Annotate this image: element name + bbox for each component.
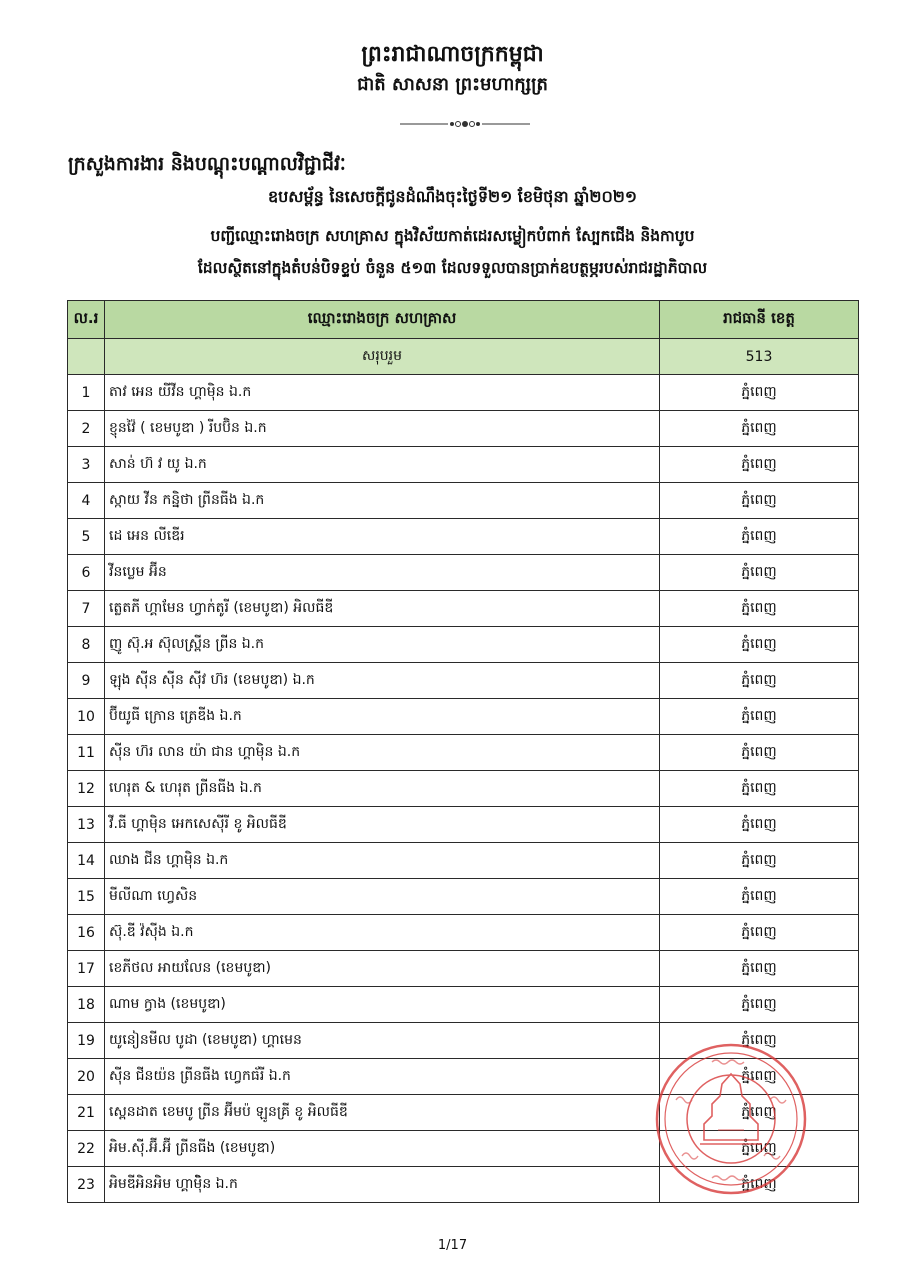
factory-name: តាវ អេន យីវីន ហ្គាម៉ិន ឯ.ក	[105, 375, 660, 411]
factory-name: យូនៀនមីល បូដា (ខេមបូឌា) ហ្គាមេន	[105, 1023, 660, 1059]
table-row	[68, 807, 859, 843]
factory-name: ឈាង ជីន ហ្គាម៉ិន ឯ.ក	[105, 843, 660, 879]
factory-name: សាន់ ហ៊ វ យូ ឯ.ក	[105, 447, 660, 483]
table-row	[68, 879, 859, 915]
row-number: 15	[68, 879, 105, 915]
row-number: 6	[68, 555, 105, 591]
factory-name: អិម.ស៊ី.អ៊ី.អ៊ី ព្រីនធីង (ខេមបូឌា)	[105, 1131, 660, 1167]
city-cell: ភ្នំពេញ	[660, 411, 859, 447]
city-cell: ភ្នំពេញ	[660, 699, 859, 735]
city-cell: ភ្នំពេញ	[660, 519, 859, 555]
city-cell: ភ្នំពេញ	[660, 915, 859, 951]
factory-name: វី.ធី ហ្គាម៉ិន អេកសេស៊ីរី ខូ អិលធីឌី	[105, 807, 660, 843]
row-number: 20	[68, 1059, 105, 1095]
city-cell: ភ្នំពេញ	[660, 843, 859, 879]
factory-name: ខ្ញុនវ៉ៃ ( ខេមបូឌា ) រីបប៊ិន ឯ.ក	[105, 411, 660, 447]
city-cell: ភ្នំពេញ	[660, 807, 859, 843]
row-number: 12	[68, 771, 105, 807]
city-cell: ភ្នំពេញ	[660, 591, 859, 627]
row-number: 14	[68, 843, 105, 879]
row-number: 10	[68, 699, 105, 735]
official-seal-icon	[652, 1040, 810, 1198]
table-header-row	[68, 301, 859, 339]
factory-name: ស្ពេនដាត ខេមបូ ព្រីន អ៊ីមប៉ ឡូនគ្រី ខូ អិលធីឌី	[105, 1095, 660, 1131]
city-cell: ភ្នំពេញ	[660, 555, 859, 591]
row-number: 18	[68, 987, 105, 1023]
city-cell: ភ្នំពេញ	[660, 483, 859, 519]
table-row	[68, 699, 859, 735]
city-cell: ភ្នំពេញ	[660, 447, 859, 483]
row-number: 22	[68, 1131, 105, 1167]
city-cell: ភ្នំពេញ	[660, 627, 859, 663]
description-line-1: បញ្ជីឈ្មោះរោងចក្រ សហគ្រាស ក្នុងវិស័យកាត់ដេរសម្លៀកបំពាក់ ស្បែកជើង និងកាបូប	[210, 227, 695, 245]
city-cell: ភ្នំពេញ	[660, 771, 859, 807]
city-cell: ភ្នំពេញ	[660, 1059, 859, 1095]
table-row	[68, 843, 859, 879]
page-number: 1/17	[437, 1238, 468, 1253]
table-row	[68, 375, 859, 411]
factory-name: ស៊ីន ហ៊រ លាន យ៉ា ជាន ហ្គាម៉ិន ឯ.ក	[105, 735, 660, 771]
factory-name: ឡុង ស៊ីន ស៊ីន ស៊ីវ ហ៊រ (ខេមបូឌា) ឯ.ក	[105, 663, 660, 699]
factory-name: វីនប្លេម អ៊ីន	[105, 555, 660, 591]
column-header-city: រាជធានី ខេត្ត	[660, 301, 859, 339]
factory-name: ស្កាយ វីន កន្និថា ព្រីនធីង ឯ.ក	[105, 483, 660, 519]
table-row	[68, 771, 859, 807]
column-header-name: ឈ្មោះរោងចក្រ សហគ្រាស	[105, 301, 660, 339]
row-number: 21	[68, 1095, 105, 1131]
total-label: សរុបរួម	[105, 339, 660, 375]
factory-name: ហេរុត & ហេរុត ព្រីនធីង ឯ.ក	[105, 771, 660, 807]
city-cell: ភ្នំពេញ	[660, 951, 859, 987]
factory-name: ប៊ីយូធី ក្រោន ត្រេឌីង ឯ.ក	[105, 699, 660, 735]
factory-name: ស៊ុ.ឌី វ៉ស៊ីង ឯ.ក	[105, 915, 660, 951]
table-row	[68, 735, 859, 771]
row-number: 5	[68, 519, 105, 555]
table-row	[68, 411, 859, 447]
table-row	[68, 987, 859, 1023]
table-row	[68, 951, 859, 987]
row-number: 7	[68, 591, 105, 627]
row-number: 11	[68, 735, 105, 771]
row-number: 17	[68, 951, 105, 987]
row-number: 4	[68, 483, 105, 519]
total-row	[68, 339, 859, 375]
city-cell: ភ្នំពេញ	[660, 735, 859, 771]
table-row	[68, 519, 859, 555]
annex-title: ឧបសម្ព័ន្ធ នៃសេចក្តីជូនដំណឹងចុះថ្ងៃទី២១ ខែមិថុនា ឆ្នាំ២០២១	[267, 187, 638, 206]
column-header-no: ល.រ	[68, 301, 105, 339]
table-row	[68, 627, 859, 663]
row-number: 13	[68, 807, 105, 843]
table-row	[68, 663, 859, 699]
total-value: 513	[660, 339, 859, 375]
table-row	[68, 483, 859, 519]
factory-name: ត្លេតភី ហ្គាមែន ហ្វាក់តូរី (ខេមបូឌា) អិលធីឌី	[105, 591, 660, 627]
city-cell: ភ្នំពេញ	[660, 375, 859, 411]
row-number: 2	[68, 411, 105, 447]
national-motto: ជាតិ សាសនា ព្រះមហាក្សត្រ	[357, 74, 548, 95]
total-no-cell	[68, 339, 105, 375]
table-row	[68, 591, 859, 627]
city-cell: ភ្នំពេញ	[660, 663, 859, 699]
ornament-divider-icon	[400, 118, 530, 130]
factory-name: ណាម ក្វាង (ខេមបូឌា)	[105, 987, 660, 1023]
factory-name: ដេ អេន លីឌើរ	[105, 519, 660, 555]
city-cell: ភ្នំពេញ	[660, 1131, 859, 1167]
kingdom-title: ព្រះរាជាណាចក្រកម្ពុជា	[361, 42, 544, 67]
row-number: 16	[68, 915, 105, 951]
description-line-2: ដែលស្ថិតនៅក្នុងតំបន់បិទខ្ទប់ ចំនួន ៥១៣ ដែលទទួលបានប្រាក់ឧបត្ថម្ភរបស់រាជរដ្ឋាភិបាល	[197, 259, 708, 277]
factory-name: ញូ ស៊ុ.អ ស៊ុលស្ព្រីន ព្រីន ឯ.ក	[105, 627, 660, 663]
row-number: 3	[68, 447, 105, 483]
row-number: 19	[68, 1023, 105, 1059]
row-number: 1	[68, 375, 105, 411]
city-cell: ភ្នំពេញ	[660, 1095, 859, 1131]
city-cell: ភ្នំពេញ	[660, 1167, 859, 1203]
table-row	[68, 447, 859, 483]
factory-name: អិមឌីអិនអិម ហ្គាម៉ុិន ឯ.ក	[105, 1167, 660, 1203]
row-number: 8	[68, 627, 105, 663]
table-row	[68, 555, 859, 591]
ministry-name: ក្រសួងការងារ និងបណ្តុះបណ្តាលវិជ្ជាជីវៈ	[68, 153, 346, 175]
table-row	[68, 915, 859, 951]
factory-name: ស៊ីន ជីនយ៉ន ព្រីនធីង ហ្វេកធ័រី ឯ.ក	[105, 1059, 660, 1095]
city-cell: ភ្នំពេញ	[660, 879, 859, 915]
row-number: 9	[68, 663, 105, 699]
city-cell: ភ្នំពេញ	[660, 987, 859, 1023]
factory-name: មីលីណា ហ្វេសិន	[105, 879, 660, 915]
city-cell: ភ្នំពេញ	[660, 1023, 859, 1059]
factory-name: ខេភីថល អាយលែន (ខេមបូឌា)	[105, 951, 660, 987]
row-number: 23	[68, 1167, 105, 1203]
